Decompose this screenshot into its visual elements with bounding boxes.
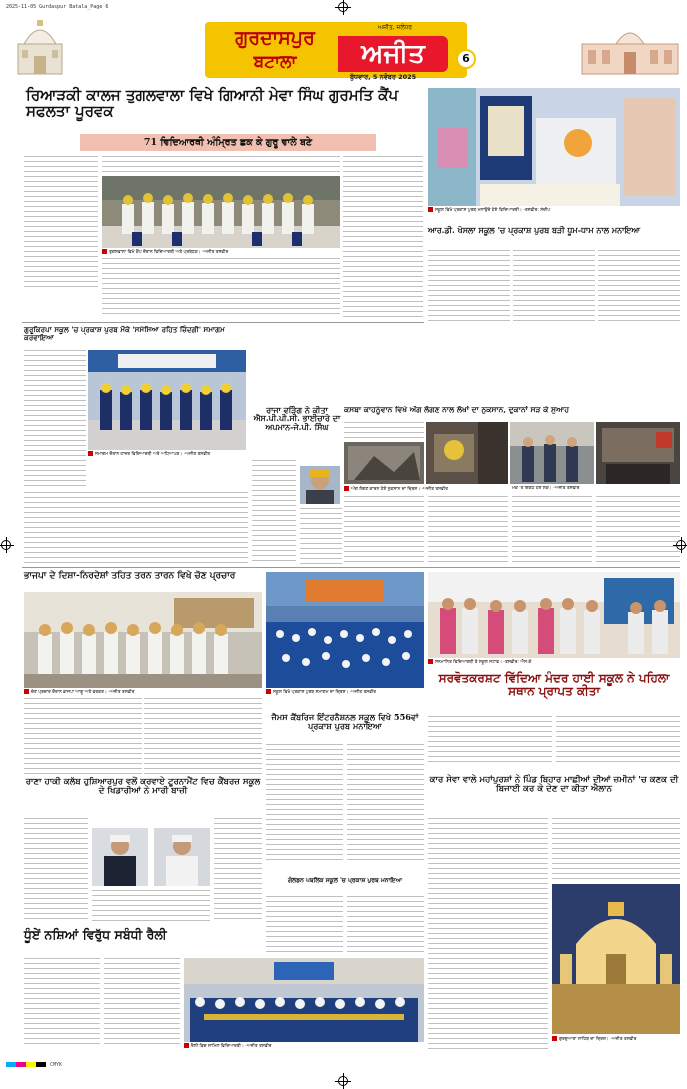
right-top-headline: ਆਰ.ਡੀ. ਖੋਸਲਾ ਸਕੂਲ 'ਚ ਪ੍ਰਕਾਸ਼ ਪੁਰਬ ਬੜੀ ਧੂਮ-ਧਾਮ ਨਾਲ ਮਨਾਇਆ	[428, 225, 641, 235]
hockey-body-right	[214, 818, 262, 922]
hockey-player-2	[154, 828, 210, 886]
school-mid-body-left	[24, 350, 86, 490]
caption-marker	[552, 1036, 557, 1041]
karsewa-headline: ਕਾਰ ਸੇਵਾ ਵਾਲੇ ਮਹਾਂਪੁਰਸ਼ਾਂ ਨੇ ਪਿੰਡ ਬਿਹਾਰ ਮਾਛੀਆਂ ਦੀਆਂ ਜ਼ਮੀਨਾਂ 'ਚ ਕਣਕ ਦੀ ਬਿਜਾਈ ਕਰ ਕੇ ਦੇਣ ਦਾ ਕੀਤਾ ਐਲਾਨ	[429, 775, 679, 795]
school-mid-caption	[88, 451, 246, 463]
masthead-edition: ਅਜੀਤ, ਜਲੰਧਰ	[378, 24, 413, 31]
gems-headline: ਜੈਮਸ ਕੈਂਬਰਿਜ ਇੰਟਰਨੈਸ਼ਨਲ ਸਕੂਲ ਵਿਖੇ 556ਵਾਂ ਪ੍ਰਕਾਸ਼ ਪੁਰਬ ਮਨਾਇਆ	[271, 712, 419, 731]
masthead-paper-name: ਅਜੀਤ	[338, 36, 448, 72]
right-top-caption-text: ਸਕੂਲ ਵਿਖੇ ਪ੍ਰਕਾਸ਼ ਪੁਰਬ ਮਨਾਉਂਦੇ ਹੋਏ ਵਿਦਿਆਰਥੀ। -ਤਸਵੀਰ: ਸੰਦੀਪ	[435, 208, 551, 213]
caption-marker	[428, 207, 433, 212]
lead-body-text-col2	[102, 156, 340, 174]
caption-marker	[88, 451, 93, 456]
fire-body-col2	[428, 496, 508, 564]
bjp-caption-text: ਚੋਣ ਪ੍ਰਚਾਰ ਦੌਰਾਨ ਭਾਜਪਾ ਆਗੂ ਅਤੇ ਵਰਕਰ। -ਅਜੀਤ ਤਸਵੀਰ	[31, 690, 135, 695]
fire-caption-right-text: ਮੌਕੇ 'ਤੇ ਇਕੱਠੇ ਹੋਏ ਲੋਕ। -ਅਜੀਤ ਤਸਵੀਰ	[512, 486, 580, 491]
caption-marker	[428, 659, 433, 664]
registration-mark-top	[338, 2, 348, 12]
karsewa-caption-text: ਗੁਰਦੁਆਰਾ ਸਾਹਿਬ ਦਾ ਦ੍ਰਿਸ਼। -ਅਜੀਤ ਤਸਵੀਰ	[559, 1037, 637, 1042]
school-mid-photo	[88, 350, 246, 450]
karsewa-body-col2	[552, 818, 680, 882]
drugs-caption	[184, 1043, 424, 1050]
fire-photo-2	[510, 422, 594, 484]
hockey-body-under	[92, 890, 210, 922]
right-top-body-col3	[598, 250, 680, 322]
fire-photo-1	[426, 422, 508, 484]
ppcb-portrait	[300, 466, 340, 504]
registration-mark-left	[1, 540, 11, 550]
sarvottam-caption	[428, 659, 680, 666]
hockey-body-left	[24, 818, 88, 922]
right-top-body-col2	[513, 250, 595, 322]
sarvottam-body-col1	[428, 716, 552, 766]
school-small-headline: ਗੋਲਡਨ ਪਬਲਿਕ ਸਕੂਲ 'ਚ ਪ੍ਰਕਾਸ਼ ਪੁਰਬ ਮਨਾਇਆ	[287, 877, 403, 884]
masthead-city-top: ਗੁਰਦਾਸਪੁਰ	[210, 26, 340, 50]
bjp-caption	[24, 689, 262, 696]
lead-headline: ਰਿਆੜਕੀ ਕਾਲਜ ਤੁਗਲਵਾਲਾ ਵਿਖੇ ਗਿਆਨੀ ਮੇਵਾ ਸਿੰਘ ਗੁਰਮਤਿ ਕੈਂਪ ਸਫਲਤਾ ਪੂਰਵਕ	[26, 86, 399, 120]
bottom-slug: CMYK	[50, 1062, 63, 1068]
lead-photo	[102, 176, 340, 248]
temple-illustration-left	[10, 18, 70, 76]
registration-mark-bottom	[338, 1076, 348, 1086]
fire-photo-3	[596, 422, 680, 484]
lead-photo-caption	[102, 249, 340, 255]
drugs-caption-text: ਰੈਲੀ ਵਿਚ ਸ਼ਾਮਿਲ ਵਿਦਿਆਰਥੀ। -ਅਜੀਤ ਤਸਵੀਰ	[191, 1044, 272, 1049]
school-mid-caption-text: ਸਮਾਗਮ ਦੌਰਾਨ ਹਾਜ਼ਰ ਵਿਦਿਆਰਥੀ ਅਤੇ ਅਧਿਆਪਕ। -ਅਜੀਤ ਤਸਵੀਰ	[95, 452, 211, 457]
masthead-date: ਬੁੱਧਵਾਰ, 5 ਨਵੰਬਰ 2025	[350, 73, 417, 81]
lead-body-text	[24, 156, 98, 288]
right-top-photo	[428, 88, 680, 206]
sarvottam-headline: ਸਰਵੋਤਕਰਸ਼ਟ ਵਿੱਦਿਆ ਮੰਦਰ ਹਾਈ ਸਕੂਲ ਨੇ ਪਹਿਲਾ ਸਥਾਨ ਪ੍ਰਾਪਤ ਕੀਤਾ	[438, 671, 670, 698]
gems-body-col1	[266, 744, 343, 862]
hockey-headline: ਰਾਣਾ ਹਾਕੀ ਕਲੱਬ ਹੁਸ਼ਿਆਰਪੁਰ ਵਲੋਂ ਕਰਵਾਏ ਟੂਰਨਾਮੈਂਟ ਵਿਚ ਕੈਂਬਰਜ਼ ਸਕੂਲ ਦੇ ਖਿਡਾਰੀਆਂ ਨੇ ਮਾਰੀ ਬਾਜ਼ੀ	[25, 777, 261, 797]
school-small-body-col2	[347, 896, 424, 956]
caption-marker	[24, 689, 29, 694]
fire-caption-right	[512, 486, 680, 493]
caption-marker	[102, 249, 107, 254]
sarvottam-caption-text: ਸਨਮਾਨਿਤ ਵਿਦਿਆਰਥੀ ਤੇ ਸਕੂਲ ਸਟਾਫ। -ਤਸਵੀਰ: ਐਸ.ਕੇ	[435, 660, 532, 665]
fire-photo-main	[344, 442, 424, 484]
gems-caption-text: ਸਕੂਲ ਵਿਖੇ ਪ੍ਰਕਾਸ਼ ਪੁਰਬ ਸਮਾਗਮ ਦਾ ਦ੍ਰਿਸ਼। -ਅਜੀਤ ਤਸਵੀਰ	[273, 690, 377, 695]
ppcb-headline: ਰਾਜਾ ਵੜਿੰਗ ਨੇ ਕੀਤਾ ਐਸ.ਪੀ.ਪੀ.ਸੀ. ਭਾਈਚਾਰੇ ਦਾ ਅਪਮਾਨ-ਜੇ.ਪੀ. ਸਿੰਘ	[253, 405, 341, 432]
school-small-body-col1	[266, 896, 343, 956]
gems-body-col2	[347, 744, 424, 862]
fire-body-col3	[512, 496, 592, 564]
divider-mid	[22, 567, 680, 568]
bjp-body-col2	[144, 698, 262, 774]
bjp-photo	[24, 592, 262, 688]
lead-body-text-col3	[343, 156, 423, 318]
hockey-player-1	[92, 828, 148, 886]
fire-caption-left-text: ਅੱਗ ਲੱਗਣ ਕਾਰਨ ਹੋਏ ਨੁਕਸਾਨ ਦਾ ਦ੍ਰਿਸ਼। -ਅਜੀਤ ਤਸਵੀਰ	[351, 487, 448, 492]
heritage-building-illustration-right	[580, 20, 680, 76]
masthead-city-bottom: ਬਟਾਲਾ	[225, 51, 325, 73]
sarvottam-body-col2	[556, 716, 680, 766]
karsewa-body-col1	[428, 818, 548, 1052]
right-top-body-col1	[428, 250, 510, 322]
drugs-headline: ਧੂੰਏਂ ਨਸ਼ਿਆਂ ਵਿਰੁੱਧ ਸਬੰਧੀ ਰੈਲੀ	[24, 927, 167, 942]
fire-headline: ਕਸਬਾ ਕਾਹਨੂੰਵਾਨ ਵਿਖੇ ਅੱਗ ਲੱਗਣ ਨਾਲ ਲੱਖਾਂ ਦਾ ਨੁਕਸਾਨ, ਦੁਕਾਨਾਂ ਸੜ ਕੇ ਸੁਆਹ	[344, 406, 570, 414]
karsewa-caption	[552, 1036, 680, 1048]
fire-body-col4	[596, 496, 680, 564]
masthead	[0, 14, 687, 82]
right-top-caption	[428, 207, 680, 214]
school-mid-headline: ਗੁਰੂਕਿਰਪਾ ਸਕੂਲ 'ਚ ਪ੍ਰਕਾਸ਼ ਪੁਰਬ ਮੌਕੇ 'ਸਮੱਸਿਆ ਰਹਿਤ ਜ਼ਿੰਦਗੀ' ਸਮਾਗਮ ਕਰਵਾਇਆ	[24, 325, 225, 342]
lead-subheadline: 71 ਵਿਦਿਆਰਥੀ ਅੰਮ੍ਰਿਤ ਛਕ ਕੇ ਗੁਰੂ ਵਾਲੇ ਬਣੇ	[80, 134, 376, 151]
sarvottam-photo	[428, 572, 680, 658]
fire-caption-left	[344, 486, 508, 493]
caption-marker	[344, 486, 349, 491]
page-number: 6	[456, 49, 476, 69]
lead-caption-text: ਤੁਗਲਵਾਲਾ ਵਿਖੇ ਕੈਂਪ ਦੌਰਾਨ ਵਿਦਿਆਰਥੀ ਅਤੇ ਪ੍ਰਬੰਧਕ। -ਅਜੀਤ ਤਸਵੀਰ	[109, 250, 229, 255]
drugs-body-col1	[24, 958, 100, 1048]
color-bar	[6, 1062, 46, 1067]
fire-body-col1	[344, 496, 424, 564]
bjp-headline: ਭਾਜਪਾ ਦੇ ਦਿਸ਼ਾ-ਨਿਰਦੇਸ਼ਾਂ ਤਹਿਤ ਤਰਨ ਤਾਰਨ ਵਿਖੇ ਚੋਣ ਪ੍ਰਚਾਰ	[24, 571, 236, 581]
drugs-body-col2	[104, 958, 180, 1048]
lead-body-text-col2b	[102, 258, 340, 318]
divider-lead	[22, 322, 424, 323]
caption-marker	[266, 689, 271, 694]
caption-marker	[184, 1043, 189, 1048]
ppcb-body-col2	[300, 508, 342, 564]
karsewa-photo	[552, 884, 680, 1034]
ppcb-body-col1	[252, 460, 296, 564]
bjp-body-col1	[24, 698, 142, 774]
gems-photo	[266, 572, 424, 688]
gems-caption	[266, 689, 424, 701]
school-mid-body-bottom	[24, 492, 248, 564]
drugs-photo	[184, 958, 424, 1042]
print-slug: 2025-11-05 Gurdaspur Batala_Page 6	[6, 4, 109, 10]
